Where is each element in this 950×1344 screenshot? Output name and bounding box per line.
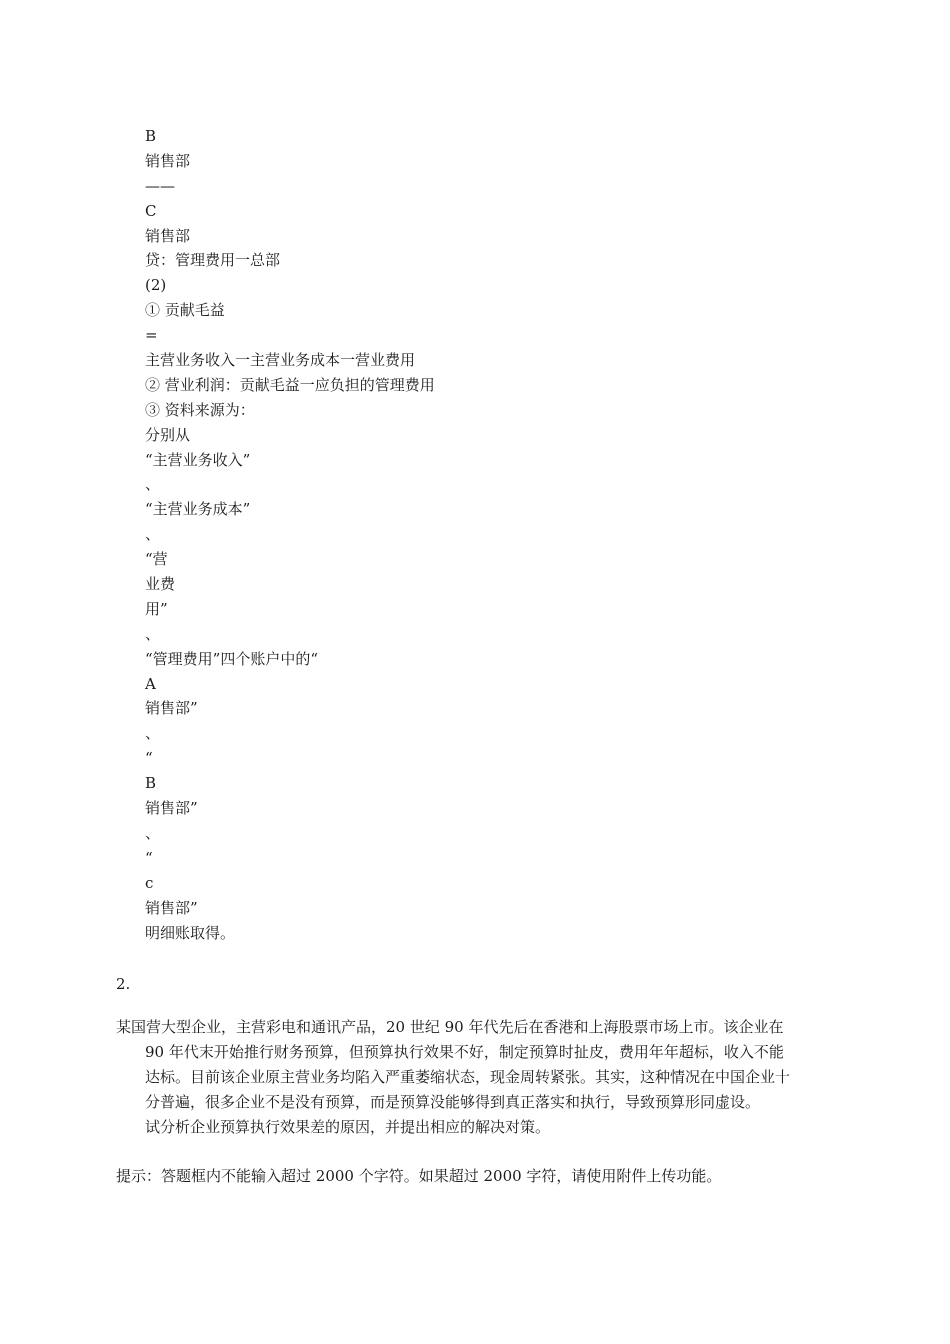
question-line: 分普遍，很多企业不是没有预算，而是预算没能够得到真正落实和执行，导致预算形同虚设。 bbox=[145, 1093, 761, 1111]
answer-line: B bbox=[145, 774, 157, 793]
question-line: 达标。目前该企业原主营业务均陷入严重萎缩状态，现金周转紧张。其实，这种情况在中国企业十 bbox=[145, 1068, 791, 1086]
answer-line: “管理费用”四个账户中的“ bbox=[145, 649, 319, 668]
answer-line: 、 bbox=[145, 525, 161, 544]
answer-line: ① 贡献毛益 bbox=[145, 301, 225, 320]
answer-line: —— bbox=[145, 176, 175, 195]
answer-line: A bbox=[145, 674, 156, 693]
answer-line: 销售部” bbox=[145, 799, 198, 818]
hint-text: 提示：答题框内不能输入超过 2000 个字符。如果超过 2000 字符，请使用附件上传功能。 bbox=[116, 1167, 722, 1185]
question-body bbox=[116, 1015, 816, 1140]
answer-line: 销售部 bbox=[145, 226, 191, 245]
answer-line: 、 bbox=[145, 475, 161, 494]
answer-line: 、 bbox=[145, 823, 161, 842]
answer-line: 贷：管理费用一总部 bbox=[145, 251, 281, 270]
answer-line: 用” bbox=[145, 599, 168, 618]
answer-section bbox=[145, 124, 845, 945]
answer-line: 销售部” bbox=[145, 898, 198, 917]
answer-line: “ bbox=[145, 749, 153, 768]
answer-line: “ bbox=[145, 848, 153, 867]
answer-line: 、 bbox=[145, 624, 161, 643]
answer-line: ② 营业利润：贡献毛益一应负担的管理费用 bbox=[145, 375, 435, 394]
answer-line: 分别从 bbox=[145, 425, 191, 444]
question-number: 2. bbox=[116, 975, 131, 993]
answer-line: 明细账取得。 bbox=[145, 923, 236, 942]
answer-line: c bbox=[145, 873, 154, 892]
answer-line: 销售部 bbox=[145, 151, 191, 170]
question-continuation bbox=[116, 1040, 805, 1140]
answer-line: 、 bbox=[145, 724, 161, 743]
answer-line: 销售部” bbox=[145, 699, 198, 718]
answer-line: B bbox=[145, 127, 157, 145]
answer-line: “营 bbox=[145, 550, 168, 569]
answer-line: ③ 资料来源为： bbox=[145, 400, 255, 419]
question-line: 试分析企业预算执行效果差的原因，并提出相应的解决对策。 bbox=[145, 1118, 551, 1136]
answer-line: 主营业务收入一主营业务成本一营业费用 bbox=[145, 351, 416, 370]
answer-line: (2) bbox=[145, 276, 167, 295]
answer-line: C bbox=[145, 201, 157, 220]
answer-line: “主营业务收入” bbox=[145, 450, 251, 469]
question-first-line: 某国营大型企业，主营彩电和通讯产品，20 世纪 90 年代先后在香港和上海股票市场上市。该企业在 bbox=[116, 1018, 784, 1036]
answer-line: = bbox=[145, 326, 158, 345]
answer-line: “主营业务成本” bbox=[145, 500, 251, 519]
answer-line: 业费 bbox=[145, 575, 176, 594]
question-line: 90 年代末开始推行财务预算，但预算执行效果不好，制定预算时扯皮，费用年年超标，收入不能 bbox=[145, 1043, 784, 1061]
